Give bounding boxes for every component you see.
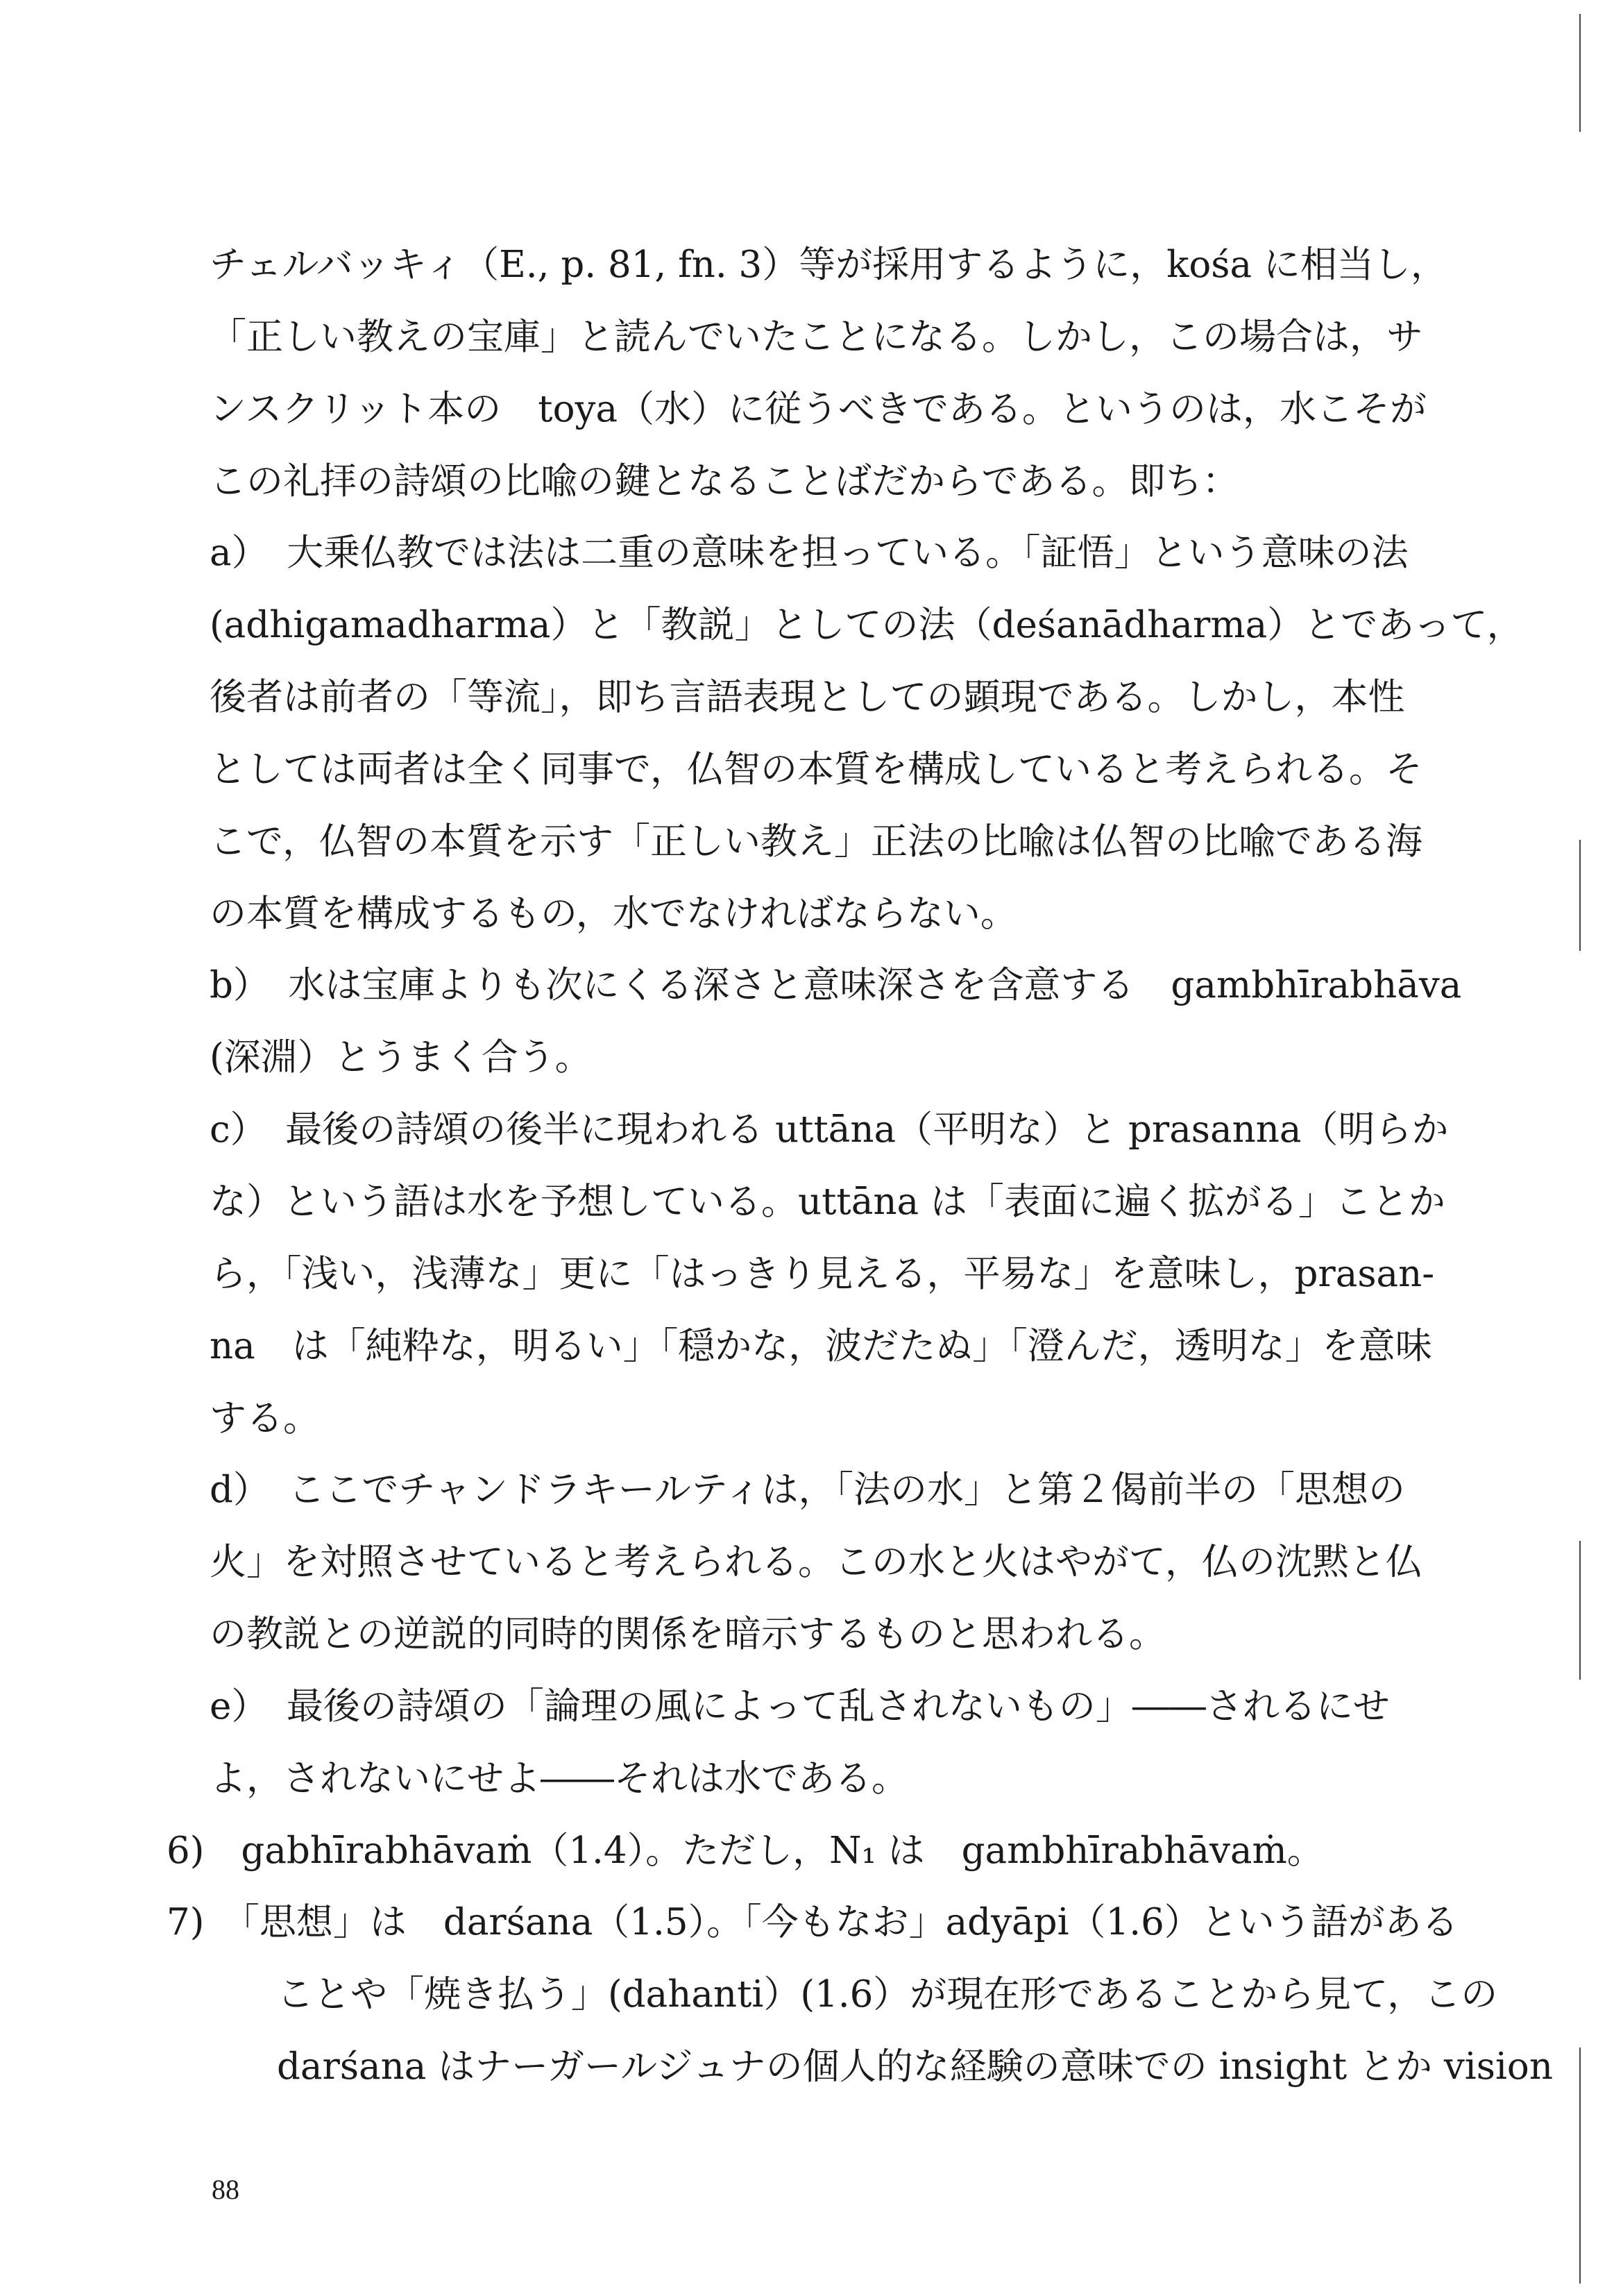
item-a-line: こで，仏智の本質を示す「正しい教え」正法の比喩は仏智の比喩である海: [210, 820, 1422, 863]
scan-edge-mark: [1579, 14, 1581, 132]
item-c-line: na は「純粋な，明るい」「穏かな，波だたぬ」「澄んだ，透明な」を意味: [210, 1324, 1432, 1367]
item-a-line: の本質を構成するもの，水でなければならない。: [210, 892, 1017, 935]
footnote-line: darśana はナーガールジュナの個人的な経験の意味での insight とか vision: [167, 2045, 1553, 2088]
item-c-line: する。: [210, 1396, 320, 1440]
page-number: 88: [212, 2174, 239, 2205]
item-a-line: (adhigamadharma）と「教説」としての法（deśanādharma）とであって，: [210, 604, 1524, 647]
item-a-line: としては両者は全く同事で，仏智の本質を構成していると考えられる。そ: [210, 748, 1422, 791]
item-a-line: a） 大乗仏教では法は二重の意味を担っている。「証悟」という意味の法: [210, 532, 1409, 575]
item-b-line: b） 水は宝庫よりも次にくる深さと意味深さを含意する gambhīrabhāva: [210, 964, 1462, 1007]
scan-edge-mark: [1579, 840, 1581, 951]
footnote-line: ことや「焼き払う」(dahanti）(1.6）が現在形であることから見て，この: [167, 1973, 1498, 2016]
body-line: 「正しい教えの宝庫」と読んでいたことになる。しかし，この場合は，サ: [210, 315, 1423, 358]
item-d-line: d） ここでチャンドラキールティは，「法の水」と第２偈前半の「思想の: [210, 1469, 1406, 1512]
item-e-line: e） 最後の詩頌の「論理の風によって乱されないもの」――されるにせ: [210, 1685, 1390, 1728]
item-c-line: ら，「浅い，浅薄な」更に「はっきり見える，平易な」を意味し，prasan-: [210, 1252, 1435, 1295]
item-d-line: の教説との逆説的同時的関係を暗示するものと思われる。: [210, 1613, 1166, 1656]
scan-edge-mark: [1579, 1541, 1581, 1680]
item-d-line: 火」を対照させていると考えられる。この水と火はやがて，仏の沈黙と仏: [210, 1541, 1422, 1584]
item-b-line: (深淵）とうまく合う。: [210, 1036, 592, 1079]
scan-edge-mark: [1579, 2048, 1581, 2284]
body-line: この礼拝の詩頌の比喩の鍵となることばだからである。即ち：: [210, 459, 1239, 503]
item-c-line: な）という語は水を予想している。uttāna は「表面に遍く拡がる」ことか: [210, 1181, 1445, 1223]
body-line: チェルバッキィ（E., p. 81, fn. 3）等が採用するように，kośa に相当し，: [210, 244, 1447, 286]
footnote-line: 7) 「思想」は darśana（1.5）。「今もなお」adyāpi（1.6）という語がある: [167, 1901, 1459, 1944]
footnote-line: 6) gabhīrabhāvaṁ（1.4）。ただし，N₁ は gambhīrabhāvaṁ。: [167, 1829, 1324, 1872]
item-e-line: よ，されないにせよ――それは水である。: [210, 1757, 908, 1800]
body-line: ンスクリット本の toya（水）に従うべきである。というのは，水こそが: [210, 387, 1427, 430]
item-c-line: c） 最後の詩頌の後半に現われる uttāna（平明な）と prasanna（明らか: [210, 1108, 1449, 1151]
item-a-line: 後者は前者の「等流」，即ち言語表現としての顕現である。しかし，本性: [210, 676, 1405, 719]
